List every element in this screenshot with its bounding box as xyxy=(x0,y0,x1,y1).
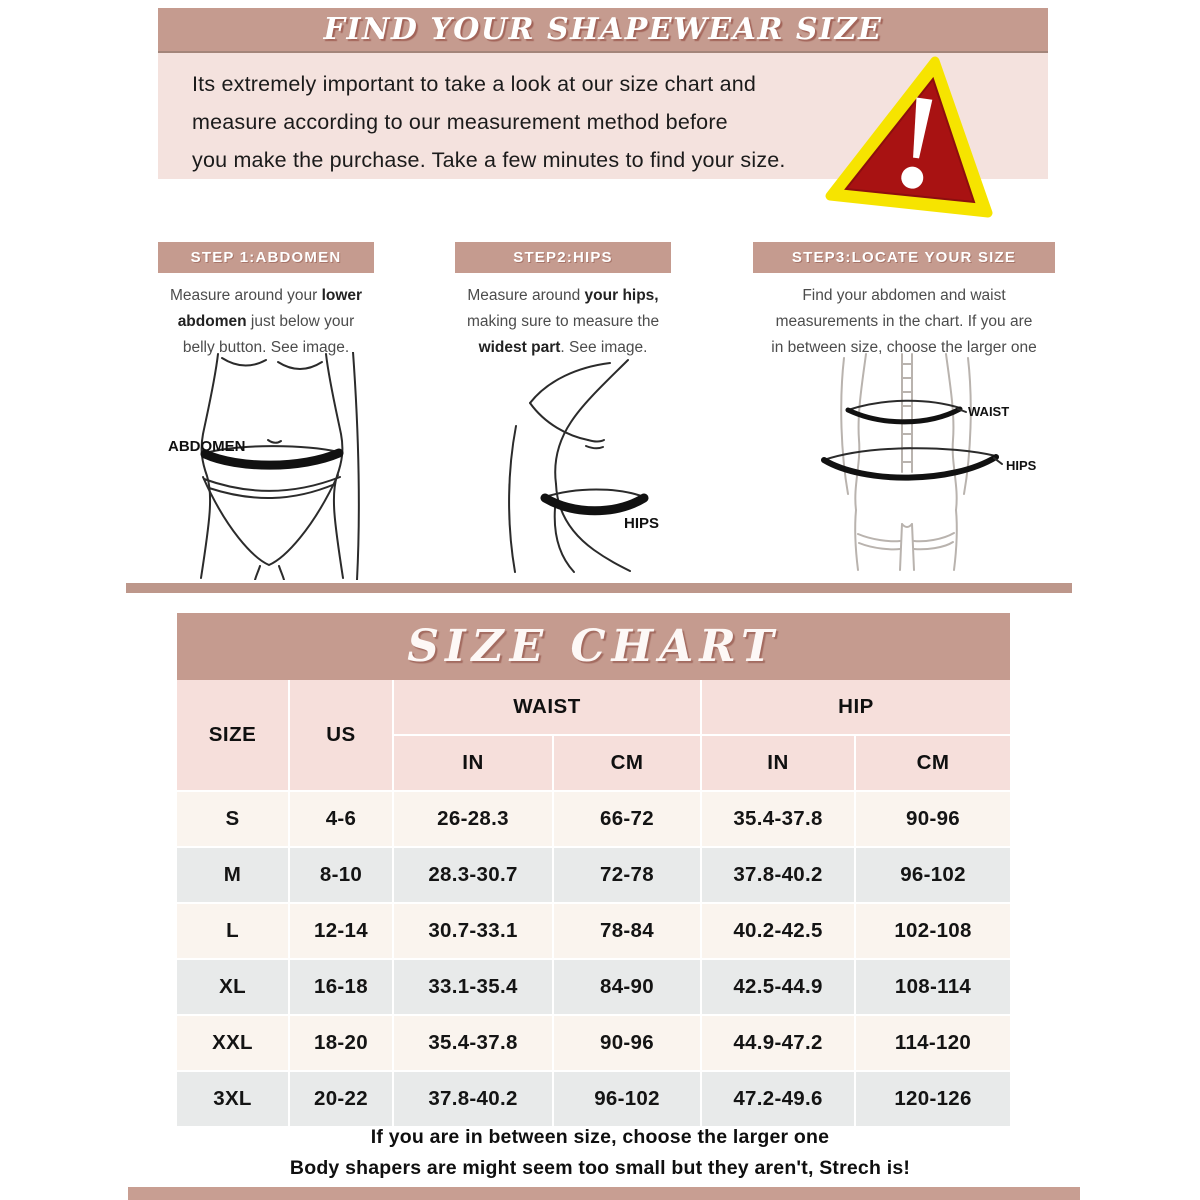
note-between-sizes: If you are in between size, choose the larger one xyxy=(370,1126,830,1148)
step2-instructions xyxy=(445,283,681,361)
intro-line: Its extremely important to take a look at our size chart and xyxy=(192,72,757,96)
table-header-row xyxy=(177,680,1010,735)
waist-label: WAIST xyxy=(968,404,1010,419)
table-row: XXL 18-20 35.4-37.8 90-96 44.9-47.2 114-120 xyxy=(177,1015,1010,1071)
locate-size-illustration xyxy=(800,352,1040,572)
intro-line: you make the purchase. Take a few minutes to find your size. xyxy=(192,148,786,172)
hips-label: HIPS xyxy=(624,515,660,532)
intro-line: measure according to our measurement method before xyxy=(192,110,728,134)
note-stretch: Body shapers are might seem too small but they aren't, Strech is! xyxy=(289,1157,911,1179)
step1-line: Measure around your lower xyxy=(169,287,363,304)
col-header-us: US xyxy=(289,680,393,791)
col-header-size: SIZE xyxy=(177,680,289,791)
step3-instructions xyxy=(738,283,1070,361)
step1-line: belly button. See image. xyxy=(182,339,350,356)
step2-line: making sure to measure the xyxy=(466,313,660,330)
step3-line: measurements in the chart. If you are xyxy=(775,313,1033,330)
table-row: M 8-10 28.3-30.7 72-78 37.8-40.2 96-102 xyxy=(177,847,1010,903)
section-divider xyxy=(126,583,1072,593)
step2-header: STEP2:HIPS xyxy=(455,242,671,273)
step1-instructions xyxy=(148,283,384,361)
size-chart-table xyxy=(177,680,1010,1126)
size-chart-title-bar xyxy=(177,613,1010,680)
table-row: S 4-6 26-28.3 66-72 35.4-37.8 90-96 xyxy=(177,791,1010,847)
col-header-waist-cm: CM xyxy=(553,735,701,791)
hips-label: HIPS xyxy=(1006,458,1037,473)
table-row: XL 16-18 33.1-35.4 84-90 42.5-44.9 108-114 xyxy=(177,959,1010,1015)
step2-line: Measure around your hips, xyxy=(467,287,659,304)
size-chart-title: SIZE CHART xyxy=(407,621,780,672)
page-title: FIND YOUR SHAPEWEAR SIZE xyxy=(323,12,883,47)
step1-line: abdomen just below your xyxy=(177,313,355,330)
col-header-hip-in: IN xyxy=(701,735,855,791)
title-bar xyxy=(158,8,1048,53)
step3-header: STEP3:LOCATE YOUR SIZE xyxy=(753,242,1055,273)
step3-line: Find your abdomen and waist xyxy=(802,287,1006,304)
step3-line: in between size, choose the larger one xyxy=(771,339,1037,356)
table-row: L 12-14 30.7-33.1 78-84 40.2-42.5 102-108 xyxy=(177,903,1010,959)
col-header-hip-cm: CM xyxy=(855,735,1010,791)
hips-measure-illustration xyxy=(458,358,663,573)
table-row: 3XL 20-22 37.8-40.2 96-102 47.2-49.6 120-126 xyxy=(177,1071,1010,1126)
intro-text xyxy=(192,65,786,179)
warning-triangle-icon xyxy=(816,56,1016,221)
step1-header: STEP 1:ABDOMEN xyxy=(158,242,374,273)
col-header-waist-in: IN xyxy=(393,735,553,791)
col-header-waist: WAIST xyxy=(393,680,701,735)
col-header-hip: HIP xyxy=(701,680,1010,735)
abdomen-label: ABDOMEN xyxy=(168,438,246,455)
abdomen-measure-illustration xyxy=(168,352,363,580)
bottom-accent-bar xyxy=(128,1187,1080,1200)
step2-line: widest part. See image. xyxy=(478,339,648,356)
